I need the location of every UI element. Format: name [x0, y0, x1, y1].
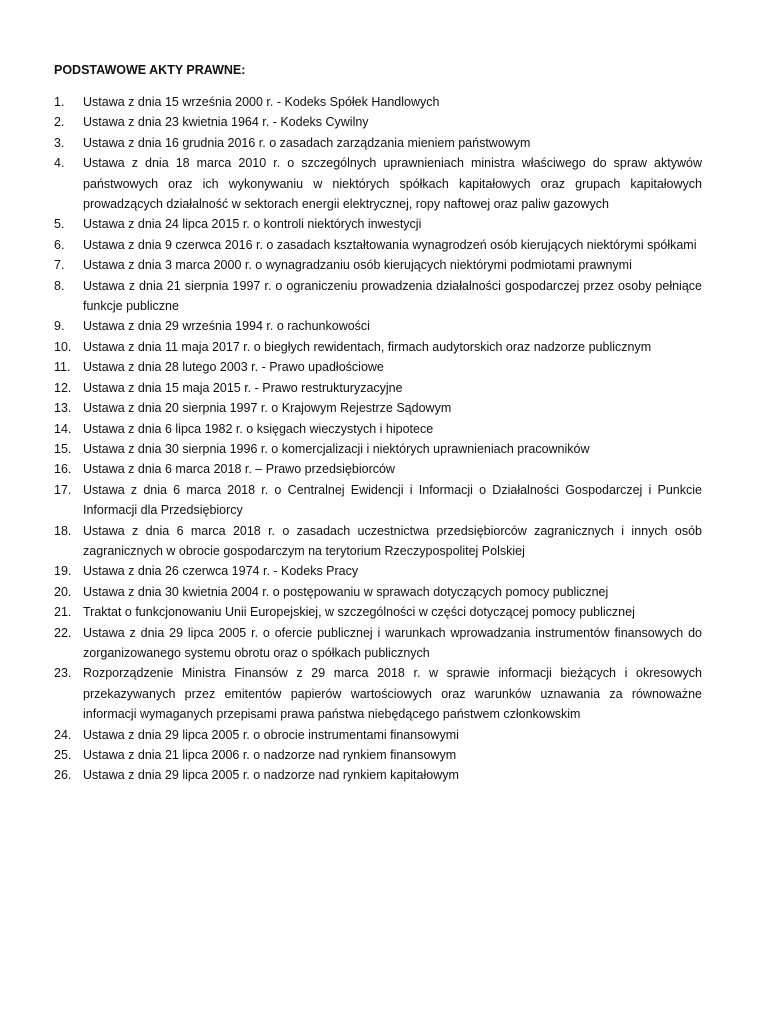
list-item-number: 9.: [54, 319, 65, 334]
list-item: [54, 419, 702, 439]
list-item-text: Ustawa z dnia 16 grudnia 2016 r. o zasadach zarządzania mieniem państwowym: [83, 135, 531, 150]
list-item-number: 5.: [54, 217, 65, 232]
list-item: [54, 521, 702, 562]
list-item: [54, 153, 702, 214]
list-item-number: 26.: [54, 768, 72, 783]
list-item-text: Ustawa z dnia 29 lipca 2005 r. o ofercie publicznej i warunkach wprowadzania instrumentów finansowych do zorganizowanego systemu obrotu oraz o spółkach publicznych: [83, 625, 702, 660]
list-item: [54, 316, 702, 336]
list-item-number: 22.: [54, 625, 72, 640]
list-item-number: 8.: [54, 278, 65, 293]
list-item-text: Ustawa z dnia 6 lipca 1982 r. o księgach wieczystych i hipotece: [83, 421, 434, 436]
list-item: [54, 398, 702, 418]
list-item-text: Ustawa z dnia 6 marca 2018 r. o Centralnej Ewidencji i Informacji o Działalności Gospodarczej i Punkcie Informacji dla Przedsiębiorcy: [83, 482, 702, 518]
document-page: [54, 60, 702, 786]
list-item-number: 19.: [54, 564, 72, 579]
list-item-number: 24.: [54, 727, 72, 742]
list-item-text: Ustawa z dnia 29 września 1994 r. o rachunkowości: [83, 319, 370, 334]
list-item: [54, 255, 702, 275]
list-item-text: Ustawa z dnia 15 maja 2015 r. - Prawo restrukturyzacyjne: [83, 380, 403, 395]
list-item-number: 21.: [54, 605, 72, 620]
list-item-number: 17.: [54, 482, 72, 497]
list-item: [54, 92, 702, 112]
list-item-number: 2.: [54, 115, 65, 130]
list-item: [54, 214, 702, 234]
list-item: [54, 745, 702, 765]
list-item: [54, 663, 702, 724]
list-item-text: Ustawa z dnia 6 marca 2018 r. o zasadach uczestnictwa przedsiębiorców zagranicznych i innych osób zagranicznych w obrocie gospodarczym na terytorium Rzeczypospolitej Polskiej: [83, 523, 702, 558]
list-item: [54, 480, 702, 521]
list-item-text: Ustawa z dnia 26 czerwca 1974 r. - Kodeks Pracy: [83, 564, 359, 579]
list-item-text: Ustawa z dnia 9 czerwca 2016 r. o zasadach kształtowania wynagrodzeń osób kierujących niektórymi spółkami: [83, 237, 697, 252]
list-item-number: 7.: [54, 258, 65, 273]
list-item-number: 11.: [54, 360, 71, 375]
list-item: [54, 439, 702, 459]
list-item-number: 3.: [54, 135, 65, 150]
list-item-text: Ustawa z dnia 6 marca 2018 r. – Prawo przedsiębiorców: [83, 462, 395, 477]
list-item-text: Ustawa z dnia 18 marca 2010 r. o szczególnych uprawnieniach ministra właściwego do spraw aktywów państwowych oraz ich wykonywaniu w niektórych spółkach kapitałowych oraz grupach kapitałowych prowadzących działalność w sektorach energii elektrycznej, ropy naftowej oraz paliw gazowych: [83, 156, 702, 212]
list-item-text: Ustawa z dnia 30 sierpnia 1996 r. o komercjalizacji i niektórych uprawnieniach pracowników: [83, 441, 590, 456]
list-item: [54, 112, 702, 132]
list-item-number: 6.: [54, 237, 65, 252]
list-item: [54, 582, 702, 602]
list-item-text: Ustawa z dnia 29 lipca 2005 r. o obrocie instrumentami finansowymi: [83, 727, 459, 742]
list-item: [54, 459, 702, 479]
list-item-number: 20.: [54, 584, 72, 599]
list-item-number: 23.: [54, 666, 72, 681]
list-item-text: Ustawa z dnia 21 sierpnia 1997 r. o ograniczeniu prowadzenia działalności gospodarczej przez osoby pełniące funkcje publiczne: [83, 278, 702, 314]
list-item: [54, 623, 702, 664]
list-item-number: 14.: [54, 421, 72, 436]
list-item: [54, 378, 702, 398]
list-item-text: Traktat o funkcjonowaniu Unii Europejskiej, w szczególności w części dotyczącej pomocy publicznej: [83, 605, 635, 620]
document-heading: PODSTAWOWE AKTY PRAWNE:: [54, 63, 246, 77]
list-item-number: 15.: [54, 441, 72, 456]
list-item-number: 10.: [54, 339, 72, 354]
list-item-text: Ustawa z dnia 15 września 2000 r. - Kodeks Spółek Handlowych: [83, 95, 440, 109]
list-item-number: 18.: [54, 523, 72, 538]
list-item-text: Ustawa z dnia 11 maja 2017 r. o biegłych rewidentach, firmach audytorskich oraz nadzorze publicznym: [83, 339, 652, 354]
list-item-number: 12.: [54, 380, 72, 395]
list-item-text: Ustawa z dnia 21 lipca 2006 r. o nadzorze nad rynkiem finansowym: [83, 748, 457, 762]
list-item-number: 1.: [54, 95, 65, 109]
list-item-number: 13.: [54, 401, 72, 416]
list-item-text: Ustawa z dnia 20 sierpnia 1997 r. o Krajowym Rejestrze Sądowym: [83, 401, 452, 416]
list-item: [54, 235, 702, 255]
list-item-number: 16.: [54, 462, 72, 477]
list-item-text: Rozporządzenie Ministra Finansów z 29 marca 2018 r. w sprawie informacji bieżących i okresowych przekazywanych przez emitentów papierów wartościowych oraz warunków uznawania za równoważne informacji wymaganych przepisami prawa państwa niebędącego państwem członkowskim: [83, 666, 702, 722]
list-item: [54, 133, 702, 153]
list-item: [54, 765, 702, 785]
legal-acts-list: [54, 92, 702, 786]
list-item-text: Ustawa z dnia 30 kwietnia 2004 r. o postępowaniu w sprawach dotyczących pomocy publicznej: [83, 584, 609, 599]
list-item-text: Ustawa z dnia 24 lipca 2015 r. o kontroli niektórych inwestycji: [83, 217, 422, 232]
list-item-number: 25.: [54, 748, 72, 762]
list-item-text: Ustawa z dnia 29 lipca 2005 r. o nadzorze nad rynkiem kapitałowym: [83, 768, 459, 783]
list-item: [54, 725, 702, 745]
list-item-text: Ustawa z dnia 23 kwietnia 1964 r. - Kodeks Cywilny: [83, 115, 369, 130]
list-item-number: 4.: [54, 156, 65, 171]
list-item: [54, 602, 702, 622]
list-item-text: Ustawa z dnia 3 marca 2000 r. o wynagradzaniu osób kierujących niektórymi podmiotami prawnymi: [83, 258, 632, 273]
list-item: [54, 337, 702, 357]
list-item: [54, 357, 702, 377]
list-item: [54, 276, 702, 317]
list-item: [54, 561, 702, 581]
list-item-text: Ustawa z dnia 28 lutego 2003 r. - Prawo upadłościowe: [83, 360, 384, 375]
